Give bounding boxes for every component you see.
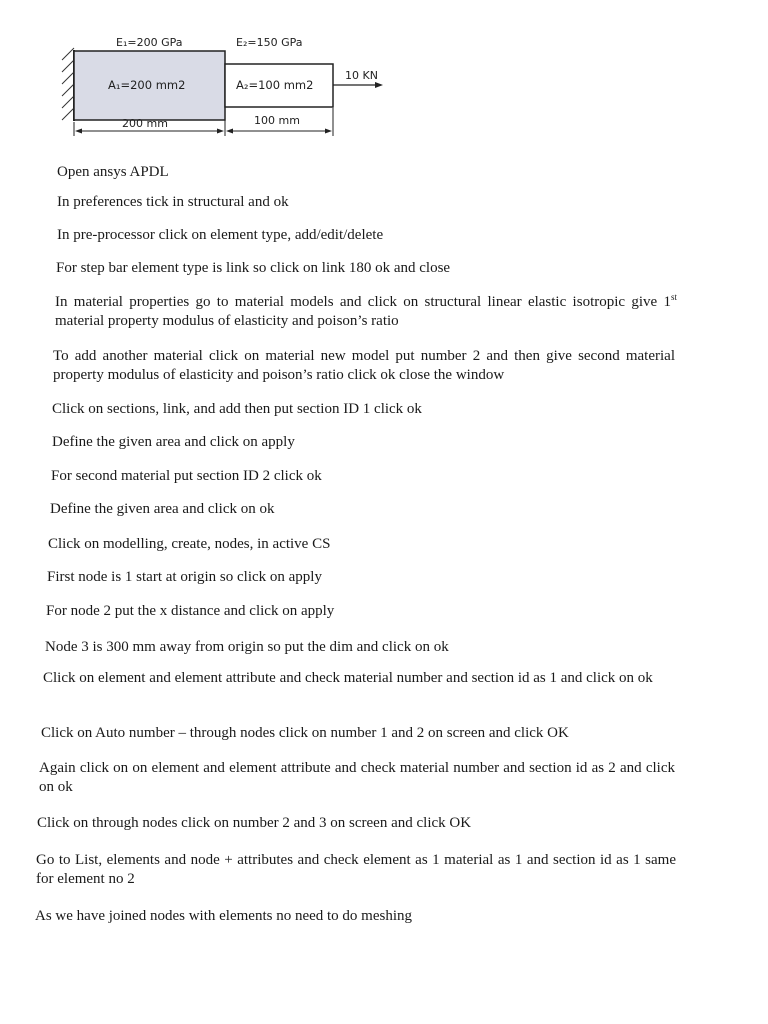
step-9: For second material put section ID 2 click ok — [51, 468, 322, 484]
e1-label: E₁=200 GPa — [116, 36, 183, 49]
length-2-label: 100 mm — [254, 114, 300, 127]
step-5-superscript: st — [670, 292, 677, 302]
step-12: First node is 1 start at origin so click on apply — [47, 569, 322, 585]
dimension-arrow — [217, 129, 224, 134]
dimension-arrow — [75, 129, 82, 134]
step-18: Click on through nodes click on number 2 and 3 on screen and click OK — [37, 815, 472, 831]
e2-label: E₂=150 GPa — [236, 36, 303, 49]
length-1-label: 200 mm — [122, 117, 168, 130]
dimension-arrow — [325, 129, 332, 134]
step-5-text: In material properties go to material models and click on structural linear elastic isotropic give 1 — [55, 294, 671, 310]
step-3: In pre-processor click on element type, add/edit/delete — [57, 227, 384, 243]
wall-hatching — [62, 48, 74, 120]
step-5-text-end: material property modulus of elasticity and poison’s ratio — [55, 313, 399, 329]
step-4: For step bar element type is link so click on link 180 ok and close — [56, 260, 451, 276]
step-6: To add another material click on material new model put number 2 and then give second material property modulus of elasticity and poison’s ratio click ok close the window — [53, 348, 675, 383]
a2-label: A₂=100 mm2 — [236, 78, 314, 92]
force-label: 10 KN — [345, 69, 378, 82]
step-10: Define the given area and click on ok — [50, 501, 275, 517]
step-1: Open ansys APDL — [57, 164, 169, 180]
force-arrow-head — [375, 82, 383, 88]
step-16: Click on Auto number – through nodes click on number 1 and 2 on screen and click OK — [41, 725, 569, 741]
step-2: In preferences tick in structural and ok — [57, 194, 289, 210]
step-8: Define the given area and click on apply — [52, 434, 295, 450]
a1-label: A₁=200 mm2 — [108, 78, 186, 92]
step-17: Again click on on element and element attribute and check material number and section id as 2 and click on ok — [39, 760, 675, 795]
step-14: Node 3 is 300 mm away from origin so put the dim and click on ok — [45, 639, 449, 655]
step-20: As we have joined nodes with elements no need to do meshing — [35, 908, 413, 924]
step-5 — [55, 293, 677, 331]
step-11: Click on modelling, create, nodes, in active CS — [48, 536, 331, 552]
dimension-arrow — [226, 129, 233, 134]
step-13: For node 2 put the x distance and click on apply — [46, 603, 335, 619]
step-19: Go to List, elements and node + attributes and check element as 1 material as 1 and section id as 1 same for element no 2 — [36, 852, 676, 887]
step-bar-diagram — [0, 0, 768, 160]
step-15: Click on element and element attribute and check material number and section id as 1 and click on ok — [43, 670, 653, 686]
step-7: Click on sections, link, and add then put section ID 1 click ok — [52, 401, 422, 417]
